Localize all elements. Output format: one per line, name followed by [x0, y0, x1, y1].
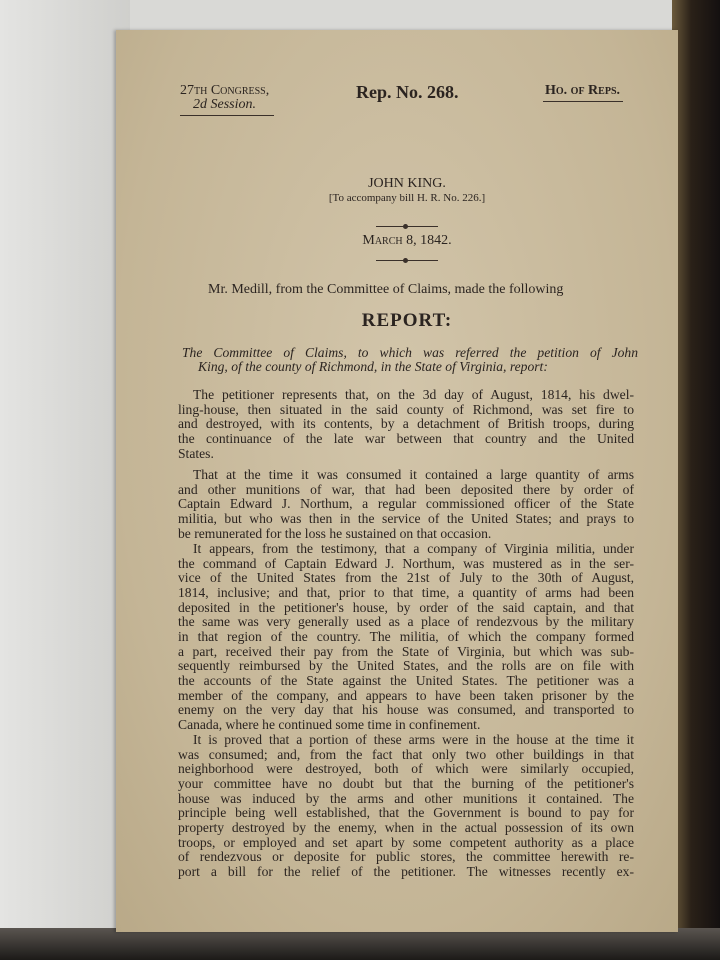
paragraph-line: 1814, inclusive; and that, prior to that time, a quantity of arms had been — [178, 584, 634, 600]
header-rule-left — [180, 115, 274, 116]
intro-line: Mr. Medill, from the Committee of Claims, made the following — [208, 282, 564, 297]
paragraph-line: Captain Edward J. Northum, a regular commissioned officer of the State — [178, 496, 634, 512]
paragraph-line: was consumed; and, from the fact that only two other buildings in that — [178, 746, 634, 762]
paragraph-line: the continuance of the late war between that country and the United — [178, 430, 634, 446]
paragraph-line: the same was very generally used as a place of rendezvous by the military — [178, 614, 634, 630]
petitioner-name: JOHN KING. — [368, 176, 446, 191]
paragraph-line: That at the time it was consumed it contained a large quantity of arms — [193, 467, 634, 482]
paragraph-line: troops, or employed and set apart by some competent authority as a place — [178, 834, 634, 850]
ornament-divider — [376, 260, 438, 261]
paragraph-line: neighborhood were destroyed, both of which were similarly occupied, — [178, 761, 634, 777]
paragraph-line: house was induced by the arms and other munitions it contained. The — [178, 790, 634, 806]
subtitle-line: King, of the county of Richmond, in the State of Virginia, report: — [198, 359, 548, 374]
paragraph-line: member of the company, and appears to have been taken prisoner by the — [178, 687, 634, 703]
paragraph-line: ling-house, then situated in the said county of Richmond, was set fire to — [178, 401, 634, 417]
paragraph-line: Canada, where he continued some time in confinement. — [178, 716, 481, 732]
header-rule-right — [543, 101, 623, 102]
book-edge — [672, 0, 720, 960]
paragraph-line: vice of the United States from the 21st of July to the 30th of August, — [178, 570, 634, 586]
paragraph-line: enemy on the very day that his house was consumed, and transported to — [178, 702, 634, 718]
paragraph-line: port a bill for the relief of the petitioner. The witnesses recently ex- — [178, 863, 634, 879]
house-label: Ho. of Reps. — [545, 83, 621, 98]
background-left — [0, 0, 130, 960]
paragraph-line: the command of Captain Edward J. Northum, was mustered as in the ser- — [178, 555, 634, 571]
paragraph-line: States. — [178, 445, 214, 461]
paragraph-line: the accounts of the State against the United States. The petitioner was a — [178, 672, 634, 688]
report-number: Rep. No. 268. — [356, 82, 459, 102]
paragraph-line: property destroyed by the enemy, when in the actual possession of its own — [178, 819, 634, 835]
paragraph-line: of rendezvous or deposite for public stores, the committee herewith re- — [178, 849, 634, 865]
paragraph-line: in that region of the country. The militia, of which the company formed — [178, 628, 634, 644]
paragraph-line: be remunerated for the loss he sustained on that occasion. — [178, 525, 492, 541]
accompany-bill: [To accompany bill H. R. No. 226.] — [328, 192, 486, 204]
table-surface — [0, 928, 720, 960]
paragraph-line: and other munitions of war, that had been deposited there by order of — [178, 481, 634, 497]
subtitle-line: The Committee of Claims, to which was referred the petition of John — [182, 345, 638, 360]
paragraph-line: sequently reimbursed by the United States, and the rolls are on file with — [178, 658, 634, 674]
paragraph-line: your committee have no doubt but that the burning of the petitioner's — [178, 775, 634, 791]
paragraph-line: principle being well established, that the Government is bound to pay for — [178, 805, 634, 821]
report-heading: REPORT: — [361, 310, 453, 331]
paragraph-line: deposited in the petitioner's house, by order of the said captain, and that — [178, 599, 634, 615]
session-label: 2d Session. — [193, 97, 256, 112]
paragraph-line: and destroyed, with its contents, by a detachment of British troops, during — [178, 416, 634, 432]
paragraph-line: It is proved that a portion of these arms were in the house at the time it — [193, 732, 634, 747]
report-date: March 8, 1842. — [362, 233, 452, 248]
document-page — [116, 30, 678, 932]
paragraph-line: It appears, from the testimony, that a company of Virginia militia, under — [193, 541, 634, 556]
ornament-divider — [376, 226, 438, 227]
paragraph-line: The petitioner represents that, on the 3d day of August, 1814, his dwel- — [193, 387, 634, 402]
congress-label: 27th Congress, — [180, 83, 270, 98]
paragraph-line: a part, received their pay from the State of Virginia, but which was sub- — [178, 643, 634, 659]
paragraph-line: militia, but who was then in the service of the United States; and prays to — [178, 510, 634, 526]
